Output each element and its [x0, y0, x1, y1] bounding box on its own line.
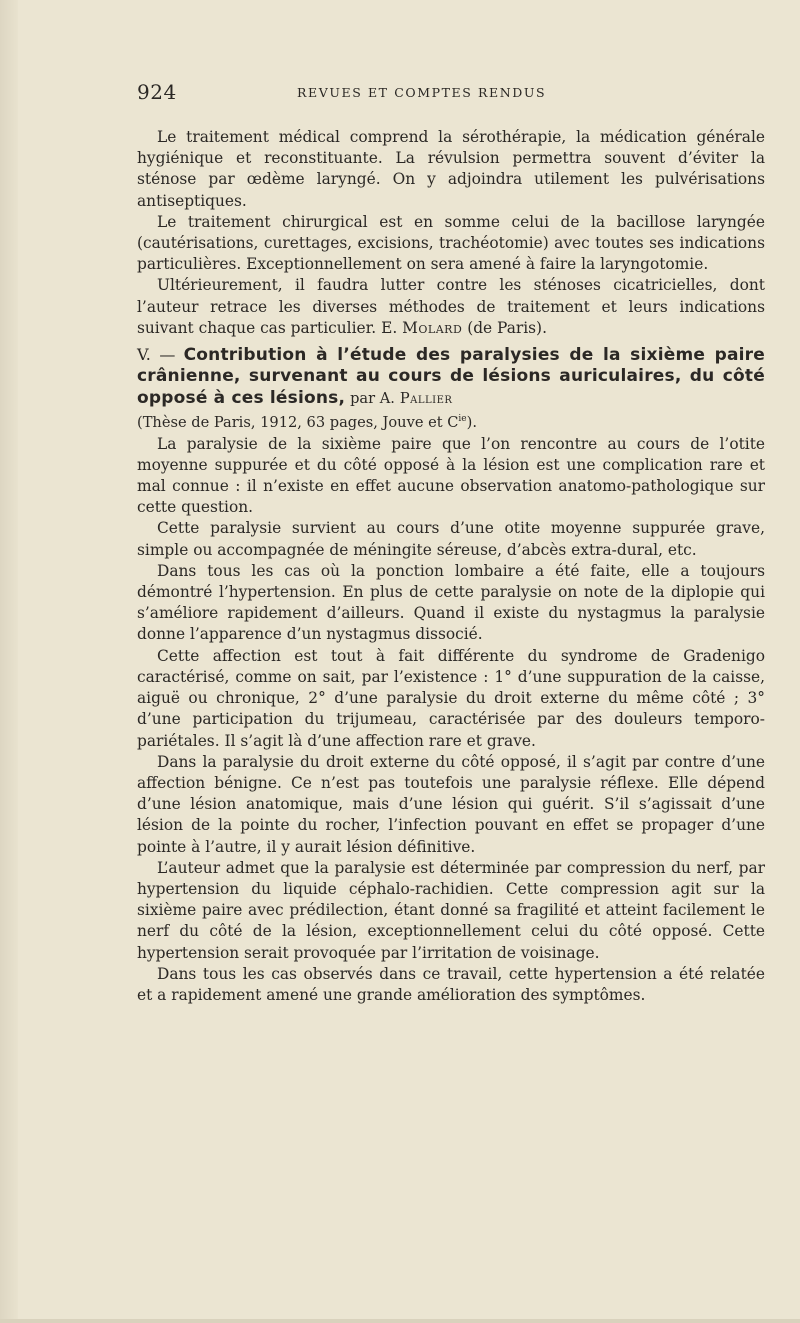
running-head: REVUES ET COMPTES RENDUS: [297, 85, 547, 100]
review-signature: [381, 319, 547, 337]
paragraph: Le traitement médical comprend la sérothérapie, la médication générale hygiénique et reconstituante. La révulsion permettra souvent d’éviter la sténose par œdème laryngé. On y adjoindra utilement les pulvérisations antiseptiques.: [137, 128, 765, 210]
page-header: [137, 80, 665, 108]
paragraph: Cette affection est tout à fait différente du syndrome de Gradenigo caractérisé, comme on sait, par l’existence : 1° d’une suppuration de la caisse, aiguë ou chronique, 2° d’une paralysie du droit externe du même côté ; 3° d’une participation du trijumeau, caractérisée par des douleurs temporo-pariétales. Il s’agit là d’une affection rare et grave.: [137, 646, 765, 750]
section-author: Pallier: [399, 389, 453, 407]
page-gutter-shadow: [0, 0, 18, 1323]
section-heading: [137, 344, 765, 434]
paragraph: Dans la paralysie du droit externe du côté opposé, il s’agit par contre d’une affection bénigne. Ce n’est pas toutefois une paralysie réflexe. Elle dépend d’une lésion anatomique, mais d’une lésion qui guérit. S’il s’agissait d’une lésion de la pointe du rocher, l’infection pouvant en effet se propager d’une pointe à l’autre, il y aurait lésion définitive.: [137, 752, 765, 856]
section-title: Contribution à l’étude des paralysies de la sixième paire crânienne, survenant au cours de lésions auriculaires, du côté opposé à ces lésions,: [137, 345, 765, 408]
paragraph: La paralysie de la sixième paire que l’on rencontre au cours de l’otite moyenne suppurée et du côté opposé à la lésion est une complication rare et mal connue : il n’existe en effet aucune observation anatomo-pathologique sur cette question.: [137, 434, 765, 517]
paragraph: Dans tous les cas où la ponction lombaire a été faite, elle a toujours démontré l’hypertension. En plus de cette paralysie on note de la diplopie qui s’améliore rapidement d’ailleurs. Quand il existe du nystagmus la paralysie donne l’apparence d’un nystagmus dissocié.: [137, 561, 765, 644]
page-number: 924: [137, 80, 177, 104]
section-byline: par A.: [350, 389, 395, 407]
thesis-end: ).: [466, 414, 477, 432]
paragraph: Le traitement chirurgical est en somme celui de la bacillose laryngée (cautérisations, curettages, excisions, trachéotomie) avec toutes ses indications particulières. Exceptionnellement on sera amené à faire la laryngotomie.: [137, 212, 765, 274]
paragraph: Dans tous les cas observés dans ce travail, cette hypertension a été relatée et a rapidement amené une grande amélioration des symptômes.: [137, 964, 765, 1004]
page-body: [137, 127, 765, 1006]
paragraph: Cette paralysie survient au cours d’une otite moyenne suppurée grave, simple ou accompagnée de méningite séreuse, d’abcès extra-dural, etc.: [137, 519, 765, 559]
thesis-reference: [137, 414, 477, 431]
page-bottom-edge: [0, 1319, 800, 1323]
paragraph: L’auteur admet que la paralysie est déterminée par compression du nerf, par hypertension du liquide céphalo-rachidien. Cette compression agit sur la sixième paire avec prédilection, étant donné sa fragilité et atteint facilement le nerf du côté de la lésion, exceptionnellement celui du côté opposé. Cette hypertension serait provoquée par l’irritation de voisinage.: [137, 858, 765, 962]
thesis-text: (Thèse de Paris, 1912, 63 pages, Jouve et C: [137, 414, 459, 432]
thesis-superscript: ie: [458, 414, 467, 425]
signature-place: (de Paris).: [467, 318, 547, 337]
paragraph-text: Ultérieurement, il faudra lutter contre les sténoses cicatricielles, dont l’auteur retrace les diverses méthodes de traitement et leurs indications suivant chaque cas particulier.: [137, 276, 765, 337]
signature-name: Molard: [402, 318, 463, 337]
paragraph: [137, 275, 765, 339]
signature-initial: E.: [381, 318, 398, 337]
section-number: V. —: [137, 345, 176, 365]
